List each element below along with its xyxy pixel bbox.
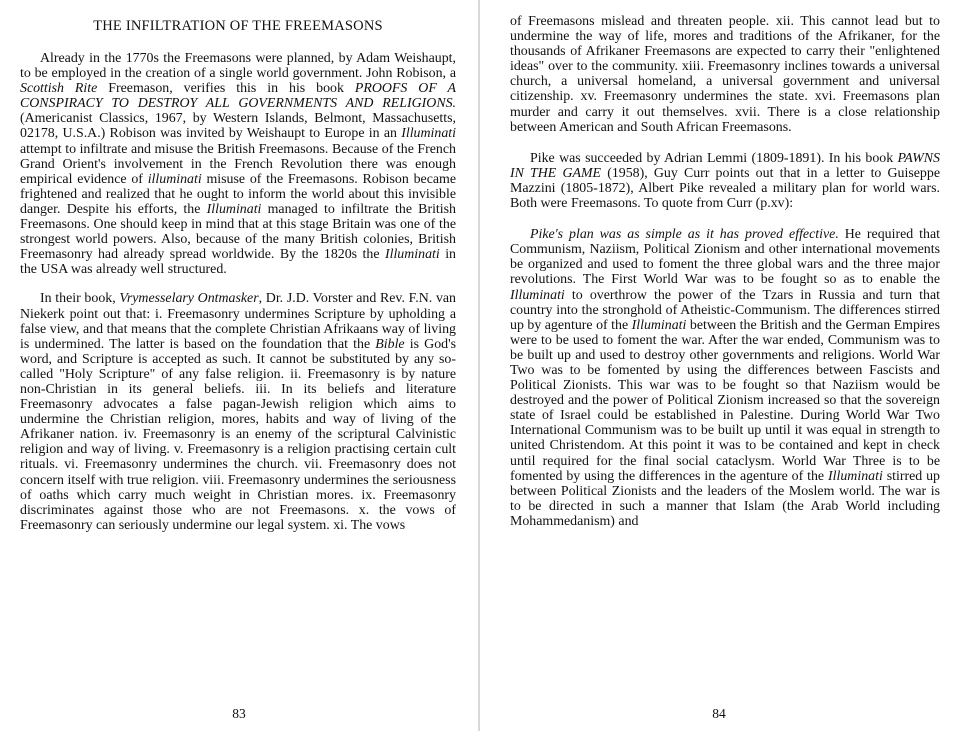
page-number: 83 <box>232 706 246 721</box>
text-run: (1958), Guy Curr points out that in a letter to Guiseppe Mazzini (1805-1872), Albert Pike revealed a military plan for world wars. Both were Freemasons. To quote from Curr (p.xv): <box>510 165 940 212</box>
italic-text: Illuminati <box>510 287 565 303</box>
paragraph <box>510 227 940 529</box>
italic-text: Illuminati <box>631 317 687 333</box>
text-run: to overthrow the power of the Tzars in Russia and turn that country into the stronghold of Atheistic-Communism. The differences stirred up by agenture of the <box>510 287 940 333</box>
text-run: He required that Communism, Naziism, Political Zionism and other international movements be organized and used to foment the three global wars and the three major revolutions. The First World War was to be fought so as to enable the <box>510 227 940 288</box>
paragraph <box>510 151 940 211</box>
paragraph <box>20 51 456 277</box>
paragraph <box>20 291 456 533</box>
text-run: in the USA was already well structured. <box>20 247 457 278</box>
italic-text: Bible <box>375 336 405 352</box>
left-page <box>0 0 478 731</box>
italic-text: PAWNS IN THE GAME <box>510 150 940 181</box>
italic-text: Illuminati <box>206 201 262 217</box>
italic-text: Pike's plan was as simple as it has proved effective. <box>530 227 839 243</box>
italic-text: Illuminati <box>401 126 456 142</box>
text-run: stirred up between Political Zionists and the leaders of the Moslem world. The war is to be directed in such a manner that Islam (the Arab World including Mohammedanism) and <box>510 468 940 529</box>
text-run: between the British and the German Empires were to be used to foment the war. After the war ended, Communism was to be built up and used to destroy other governments and religions. World War Two was to be fomented by using the differences between Fascists and Political Zionists. This war was to be fought so that Naziism would be destroyed and the power of Political Zionism increased so that the sovereign state of Israel could be established in Palestine. During World War Two International Communism was to be built up until it was equal in strength to united Christendom. At this point it was to be contained and kept in check until required for the final social cataclysm. World War Three is to be fomented by using the differences in the agenture of the <box>510 317 940 484</box>
text-run: Pike was succeeded by Adrian Lemmi (1809-1891). In his book <box>530 150 898 166</box>
italic-text: Scottish Rite <box>20 81 98 97</box>
text-run: attempt to infiltrate and misuse the British Freemasons. Because of the French Grand Orient's involvement in the French Revolution there was enough empirical evidence of <box>20 141 456 187</box>
page-number: 84 <box>712 706 726 721</box>
text-run: In their book, <box>40 291 120 307</box>
text-run: Freemason, verifies this in his book <box>97 81 355 97</box>
text-run: misuse of the Freemasons. Robison became frightened and realized that he ought to inform the world about this invisible danger. Despite his efforts, the <box>20 171 457 217</box>
text-run: is God's word, and Scripture is accepted as such. It cannot be substituted by any so-called "Holy Scripture" of any false religion. ii. Freemasonry is by nature non-Christian in its general beliefs. iii. In its beliefs and literature Freemasonry advocates a false pagan-Jewish religion which aims to undermine the Christian religion, mores, habits and way of living of the Afrikaner nation. iv. Freemasonry is an enemy of the scriptural Calvinistic religion and way of living. v. Freemasonry is a religion practising certain cult rituals. vi. Freemasonry undermines the church. vii. Freemasonry does not concern itself with true religion. viii. Freemasonry undermines the seriousness of oaths which carry much weight in Christian mores. ix. Freemasonry discriminates against those who are not Freemasons. x. the vows of Freemasonry can seriously undermine our legal system. xi. The vows <box>20 336 456 533</box>
italic-text: illuminati <box>147 171 202 187</box>
italic-text: Illuminati <box>384 247 440 263</box>
text-run: of Freemasons mislead and threaten people. xii. This cannot lead but to undermine the way of life, mores and traditions of the Afrikaner, for the thousands of Afrikaner Freemasons are expected to carry their "enlightened ideas" over to the community. xiii. Freemasonry inclines towards a universal church, a universal homeland, a universal government and universal citizenship. xv. Freemasonry undermines the state. xvi. Freemasons plan murder and carry it out themselves. xvii. There is a close relationship between American and South African Freemasons. <box>510 14 940 135</box>
text-run: managed to infiltrate the British Freemasons. One should keep in mind that at this stage Britain was one of the strongest world powers. Also, because of the many British colonies, British Freemasonry had already spread worldwide. By the 1820s the <box>20 201 457 263</box>
text-run: Already in the 1770s the Freemasons were planned, by Adam Weishaupt, to be employed in the creation of a single world government. John Robison, a <box>20 51 456 82</box>
italic-text: Illuminati <box>828 468 883 484</box>
paragraph <box>510 14 940 135</box>
chapter-title: THE INFILTRATION OF THE FREEMASONS <box>93 18 383 34</box>
text-run: (Americanist Classics, 1967, by Western Islands, Belmont, Massachusetts, 02178, U.S.A.) Robison was invited by Weishaupt to Europe in an <box>20 111 456 142</box>
italic-text: PROOFS OF A CONSPIRACY TO DESTROY ALL GOVERNMENTS AND RELIGIONS. <box>20 81 456 112</box>
right-page <box>480 0 958 731</box>
text-run: , Dr. J.D. Vorster and Rev. F.N. van Niekerk point out that: i. Freemasonry undermines Scripture by upholding a false view, and that means that the complete Christian Afrikaans way of living is undermined. The latter is based on the foundation that the <box>20 291 456 352</box>
italic-text: Vrymesselary Ontmasker <box>119 291 259 307</box>
